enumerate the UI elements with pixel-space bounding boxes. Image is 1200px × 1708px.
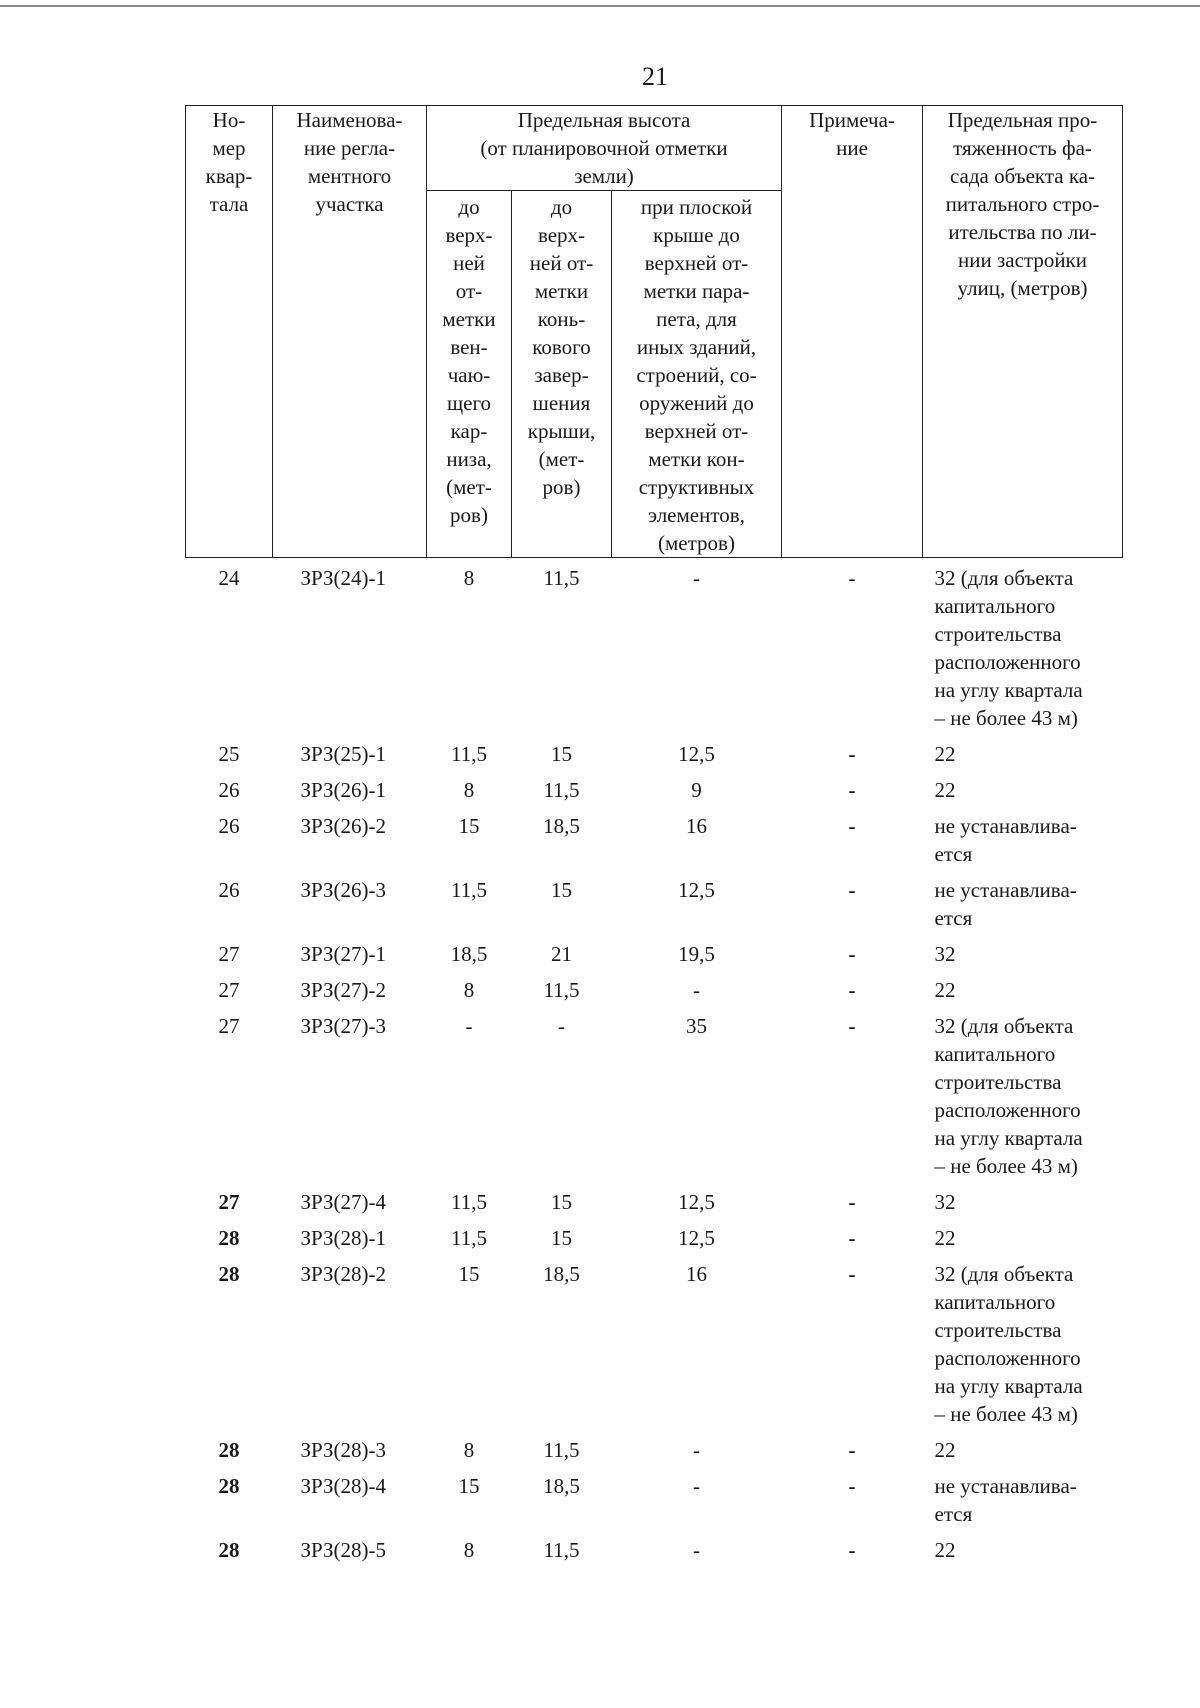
height-parapet-cell: 16 bbox=[686, 1262, 707, 1286]
height-cornice-cell: 8 bbox=[463, 1438, 475, 1462]
facade-limit-cell: не устанавлива- ется bbox=[934, 1474, 1077, 1526]
facade-limit-cell: не устанавлива- ется bbox=[934, 814, 1077, 866]
table-row bbox=[186, 936, 1123, 972]
height-ridge-cell: 15 bbox=[551, 1190, 572, 1214]
height-parapet-cell: - bbox=[693, 1474, 700, 1498]
table-body bbox=[186, 558, 1123, 1569]
note-cell: - bbox=[848, 742, 856, 766]
facade-limit-cell: не устанавлива- ется bbox=[934, 878, 1077, 930]
facade-limit-cell: 22 bbox=[934, 1538, 956, 1562]
note-cell: - bbox=[848, 1538, 856, 1562]
facade-limit-cell: 32 (для объекта капитального строительства расположенного на углу квартала – не более 43 м) bbox=[934, 1262, 1083, 1426]
height-ridge-cell: 11,5 bbox=[543, 1538, 580, 1562]
table-row bbox=[186, 972, 1123, 1008]
quarter-number-cell: 27 bbox=[218, 942, 240, 966]
table-row bbox=[186, 1532, 1123, 1568]
header-height-cornice: до верх- ней от- метки вен- чаю- щего кар- низа, (мет- ров) bbox=[427, 191, 512, 558]
height-ridge-cell: 15 bbox=[551, 742, 572, 766]
height-ridge-cell: 15 bbox=[551, 1226, 572, 1250]
note-cell: - bbox=[848, 978, 856, 1002]
section-name-cell: ЗРЗ(28)-2 bbox=[300, 1262, 386, 1286]
note-cell: - bbox=[848, 566, 856, 590]
table-row bbox=[186, 1220, 1123, 1256]
height-cornice-cell: 8 bbox=[463, 778, 475, 802]
height-cornice-cell: 15 bbox=[458, 814, 480, 838]
height-parapet-cell: - bbox=[693, 1538, 700, 1562]
height-parapet-cell: 9 bbox=[691, 778, 702, 802]
height-parapet-cell: - bbox=[693, 566, 700, 590]
quarter-number-cell: 27 bbox=[218, 1190, 240, 1214]
header-height-group: Предельная высота (от планировочной отметки земли) bbox=[427, 106, 782, 191]
height-parapet-cell: 12,5 bbox=[678, 1226, 715, 1250]
table-row bbox=[186, 1432, 1123, 1468]
header-section-name: Наименова- ние регла- ментного участка bbox=[273, 106, 427, 558]
height-ridge-cell: 18,5 bbox=[543, 1474, 580, 1498]
height-ridge-cell: 21 bbox=[551, 942, 572, 966]
facade-limit-cell: 32 bbox=[934, 1190, 956, 1214]
note-cell: - bbox=[848, 1262, 856, 1286]
section-name-cell: ЗРЗ(26)-3 bbox=[300, 878, 386, 902]
height-ridge-cell: 11,5 bbox=[543, 566, 580, 590]
section-name-cell: ЗРЗ(24)-1 bbox=[300, 566, 386, 590]
height-parapet-cell: - bbox=[693, 978, 700, 1002]
note-cell: - bbox=[848, 1474, 856, 1498]
height-ridge-cell: 18,5 bbox=[543, 1262, 580, 1286]
height-cornice-cell: 8 bbox=[463, 1538, 475, 1562]
height-ridge-cell: 18,5 bbox=[543, 814, 580, 838]
section-name-cell: ЗРЗ(27)-1 bbox=[300, 942, 386, 966]
table-row bbox=[186, 808, 1123, 872]
header-quarter-number: Но- мер квар- тала bbox=[186, 106, 273, 558]
height-parapet-cell: 12,5 bbox=[678, 1190, 715, 1214]
facade-limit-cell: 32 (для объекта капитального строительства расположенного на углу квартала – не более 43 м) bbox=[934, 1014, 1083, 1178]
quarter-number-cell: 25 bbox=[218, 742, 240, 766]
header-height-ridge: до верх- ней от- метки конь- кового завер- шения крыши, (мет- ров) bbox=[512, 191, 612, 558]
note-cell: - bbox=[848, 1226, 856, 1250]
quarter-number-cell: 26 bbox=[218, 878, 240, 902]
table-row bbox=[186, 1256, 1123, 1432]
section-name-cell: ЗРЗ(25)-1 bbox=[300, 742, 386, 766]
quarter-number-cell: 24 bbox=[218, 566, 240, 590]
height-cornice-cell: 11,5 bbox=[451, 1226, 487, 1250]
table-row bbox=[186, 772, 1123, 808]
facade-limit-cell: 22 bbox=[934, 978, 956, 1002]
height-cornice-cell: 18,5 bbox=[450, 942, 488, 966]
height-cornice-cell: 11,5 bbox=[451, 1190, 487, 1214]
quarter-number-cell: 28 bbox=[218, 1226, 240, 1250]
height-cornice-cell: - bbox=[465, 1014, 473, 1038]
height-parapet-cell: 35 bbox=[686, 1014, 707, 1038]
height-ridge-cell: 11,5 bbox=[543, 978, 580, 1002]
section-name-cell: ЗРЗ(26)-2 bbox=[300, 814, 386, 838]
section-name-cell: ЗРЗ(28)-3 bbox=[300, 1438, 386, 1462]
table-row bbox=[186, 872, 1123, 936]
note-cell: - bbox=[848, 878, 856, 902]
height-ridge-cell: 11,5 bbox=[543, 1438, 580, 1462]
table-row bbox=[186, 558, 1123, 737]
quarter-number-cell: 28 bbox=[218, 1538, 240, 1562]
top-edge-rule bbox=[0, 5, 1200, 7]
regulation-table bbox=[185, 105, 1123, 1568]
facade-limit-cell: 32 bbox=[934, 942, 956, 966]
note-cell: - bbox=[848, 1014, 856, 1038]
height-cornice-cell: 8 bbox=[463, 978, 475, 1002]
section-name-cell: ЗРЗ(28)-4 bbox=[300, 1474, 386, 1498]
facade-limit-cell: 32 (для объекта капитального строительства расположенного на углу квартала – не более 43 м) bbox=[934, 566, 1083, 730]
quarter-number-cell: 28 bbox=[218, 1474, 240, 1498]
table-row bbox=[186, 1468, 1123, 1532]
header-height-parapet: при плоской крыше до верхней от- метки пара- пета, для иных зданий, строений, со- оружений до верхней от- метки кон- структивных элементов, (метров) bbox=[612, 191, 782, 558]
height-ridge-cell: - bbox=[558, 1014, 565, 1038]
height-cornice-cell: 11,5 bbox=[451, 878, 487, 902]
quarter-number-cell: 28 bbox=[218, 1438, 240, 1462]
height-ridge-cell: 11,5 bbox=[543, 778, 580, 802]
height-cornice-cell: 15 bbox=[458, 1262, 480, 1286]
quarter-number-cell: 26 bbox=[218, 778, 240, 802]
header-note: Примеча- ние bbox=[782, 106, 923, 558]
section-name-cell: ЗРЗ(26)-1 bbox=[300, 778, 386, 802]
quarter-number-cell: 28 bbox=[218, 1262, 240, 1286]
section-name-cell: ЗРЗ(27)-4 bbox=[300, 1190, 386, 1214]
section-name-cell: ЗРЗ(28)-5 bbox=[300, 1538, 386, 1562]
page-number: 21 bbox=[642, 62, 668, 91]
table-row bbox=[186, 1008, 1123, 1184]
height-parapet-cell: 16 bbox=[686, 814, 707, 838]
note-cell: - bbox=[848, 1438, 856, 1462]
facade-limit-cell: 22 bbox=[934, 1226, 956, 1250]
height-parapet-cell: - bbox=[693, 1438, 700, 1462]
facade-limit-cell: 22 bbox=[934, 1438, 956, 1462]
height-cornice-cell: 15 bbox=[458, 1474, 480, 1498]
note-cell: - bbox=[848, 1190, 856, 1214]
section-name-cell: ЗРЗ(27)-3 bbox=[300, 1014, 386, 1038]
table-row bbox=[186, 736, 1123, 772]
facade-limit-cell: 22 bbox=[934, 742, 956, 766]
height-parapet-cell: 19,5 bbox=[678, 942, 715, 966]
height-parapet-cell: 12,5 bbox=[678, 742, 715, 766]
height-parapet-cell: 12,5 bbox=[678, 878, 715, 902]
table-header bbox=[186, 106, 1123, 558]
quarter-number-cell: 27 bbox=[218, 978, 240, 1002]
facade-limit-cell: 22 bbox=[934, 778, 956, 802]
note-cell: - bbox=[848, 778, 856, 802]
section-name-cell: ЗРЗ(27)-2 bbox=[300, 978, 386, 1002]
height-cornice-cell: 11,5 bbox=[451, 742, 487, 766]
quarter-number-cell: 27 bbox=[218, 1014, 240, 1038]
height-cornice-cell: 8 bbox=[463, 566, 475, 590]
quarter-number-cell: 26 bbox=[218, 814, 240, 838]
table-row bbox=[186, 1184, 1123, 1220]
section-name-cell: ЗРЗ(28)-1 bbox=[300, 1226, 386, 1250]
note-cell: - bbox=[848, 814, 856, 838]
height-ridge-cell: 15 bbox=[551, 878, 572, 902]
note-cell: - bbox=[848, 942, 856, 966]
header-facade-limit: Предельная про- тяженность фа- сада объекта ка- питального стро- ительства по ли- нии застройки улиц, (метров) bbox=[923, 106, 1123, 558]
